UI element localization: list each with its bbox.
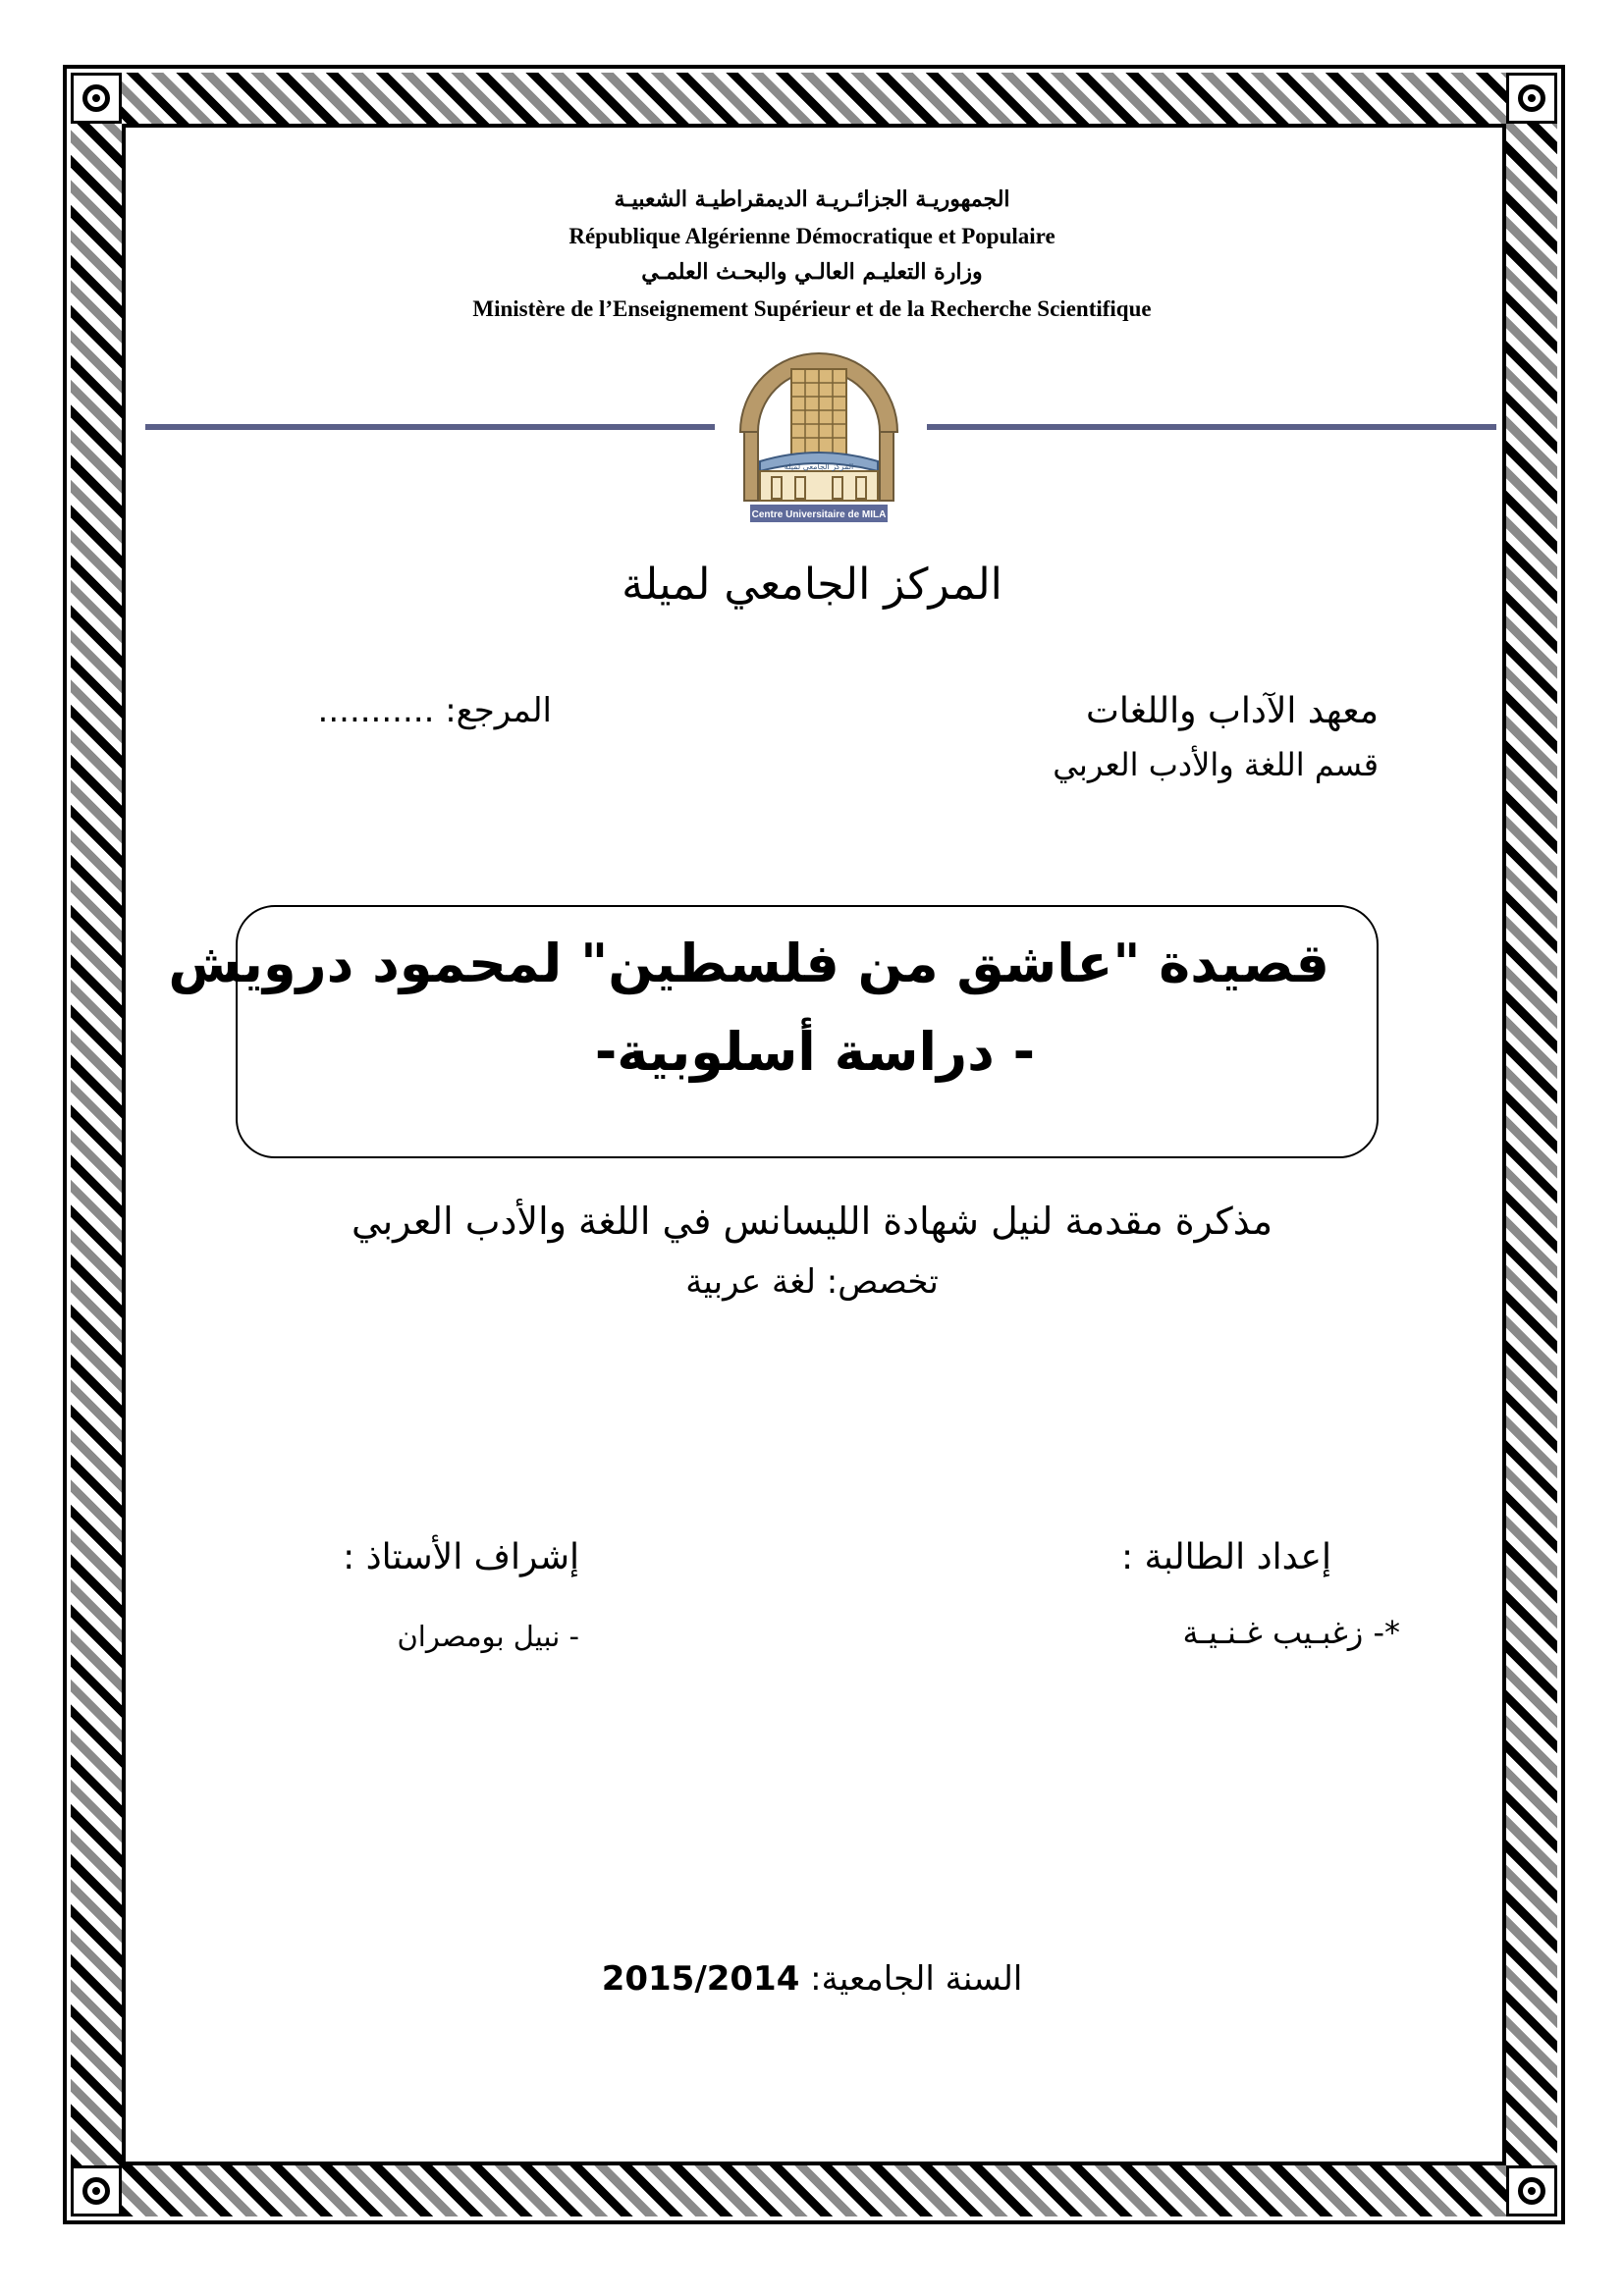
corner-ornament-icon	[71, 73, 122, 124]
reference-field: المرجع: ...........	[317, 691, 552, 730]
republic-arabic: الجمهوريـة الجزائـريـة الديمقراطيـة الشعبيـة	[614, 187, 1010, 212]
professor-name: - نبيل بومصران	[397, 1620, 579, 1653]
corner-ornament-icon	[1506, 2165, 1557, 2216]
corner-ornament-icon	[1506, 73, 1557, 124]
ministry-arabic: وزارة التعليـم العالـي والبحـث العلمـي	[641, 259, 983, 285]
logo-banner-text: المركز الجامعي لميلة	[784, 462, 854, 471]
department-name: قسم اللغة والأدب العربي	[1053, 746, 1379, 783]
header-rule-right	[927, 424, 1496, 430]
memoir-description: مذكرة مقدمة لنيل شهادة الليسانس في اللغة والأدب العربي	[351, 1200, 1273, 1243]
prepared-by-label: إعداد الطالبة :	[1120, 1537, 1331, 1577]
student-name: *- زغبـيب غـنـيـة	[1182, 1614, 1400, 1651]
supervisor-label: إشراف الأستاذ :	[343, 1537, 579, 1577]
logo-caption: Centre Universitaire de MILA	[751, 509, 887, 520]
university-logo-icon	[731, 334, 907, 526]
university-center-name: المركز الجامعي لميلة	[622, 560, 1002, 610]
thesis-title-line2: - دراسة أسلوبية-	[594, 1021, 1035, 1083]
republic-french: République Algérienne Démocratique et Populaire	[568, 224, 1056, 248]
academic-year	[393, 1959, 1231, 1999]
thesis-title-line1: قصيدة "عاشق من فلسطين" لمحمود درويش	[168, 933, 1329, 994]
corner-ornament-icon	[71, 2165, 122, 2216]
academic-year-value: 2015/2014	[601, 1959, 800, 1999]
header-rule-left	[145, 424, 715, 430]
institute-name: معهد الآداب واللغات	[1086, 691, 1379, 731]
academic-year-label: السنة الجامعية:	[799, 1959, 1023, 1999]
specialty: تخصص: لغة عربية	[685, 1262, 939, 1302]
ministry-french: Ministère de l’Enseignement Supérieur et de la Recherche Scientifique	[472, 296, 1152, 321]
